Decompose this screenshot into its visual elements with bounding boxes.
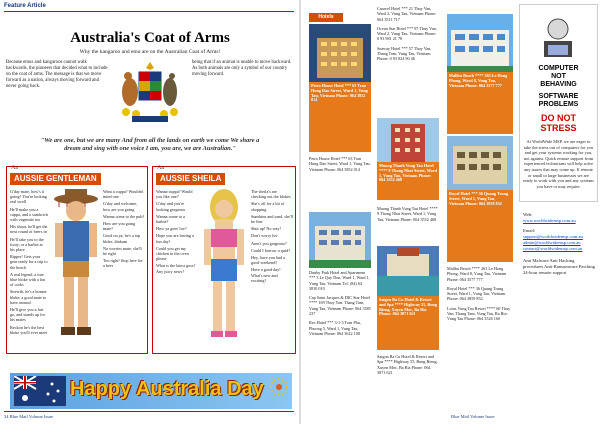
article-word: An	[157, 165, 165, 171]
hotel-entry: Muong Thanh Vung Tau Hotel **** 9 Thong Nhat Street, Ward 1, Vung Tau, Vietnam Phone: 064 3552 468	[377, 206, 438, 222]
hotel-column-2-bottom	[377, 354, 439, 379]
web-label: Web:	[523, 212, 533, 217]
hotel-column-1	[309, 156, 371, 176]
hotel-entry: Royal Hotel *** 36 Quang Trung Street, Ward 1, Vung Tau, Vietnam Phone: 064 3859 852	[447, 285, 506, 302]
hotel-entry: Rex Hotel *** 3-1-3 Tran Phu, Phuong 5, Ward 1, Vung Tau, Vietnam Phone: 064 3612 108	[309, 320, 361, 336]
aussie-gentleman-panel	[6, 166, 148, 354]
promo-heading: Saigon Ba Cu Hotel & Resort and Spa **** Highway 55, Bung Rieng, Xuyen Moc, Ba Ria Phone: 064 3871 621	[379, 297, 437, 317]
hotel-entry: Petro House Hotel *** 63 Tran Hung Dao Street, Ward 1, Vung Tau, Vietnam Phone: 064 3852 014	[309, 156, 371, 172]
hotel-entry: Saigon Ba Cu Hotel & Resort and Spa **** Highway 55, Bung Rieng, Xuyen Moc, Ba Ria Phone: 064 3871 621	[377, 354, 438, 375]
gentleman-phrases-left: G'day mate, how's it going? You're looking real swell He'll make you a cuppa, and a sandwich with vegemite too His shout, he'll get the next round of beers in He'll take you to the footy, or a barbie at his place Ripper! Gets your gear ready for a trip to the beach A real legend, a true blue bloke with a hat of corks Strewth, he's a bonzer bloke, a good mate to have around He'll give you a fair go, and stands up for his mates Reckon he's the best bloke you'll ever meet	[10, 189, 48, 335]
hotel-promo-box-2	[377, 162, 439, 200]
article-word: An	[11, 165, 19, 171]
hotel-entry: Caravel Hotel *** 21 Thuy Van, Ward 2, Vung Tau, Vietnam Phone: 064 3511 717	[377, 6, 437, 22]
promo-heading: Royal Hotel *** 36 Quang Trung Street, Ward 1, Vung Tau, Vietnam Phone: 064 3859 852	[449, 191, 509, 206]
hotel-photo-5	[447, 14, 513, 72]
ad-line-computer: COMPUTER	[538, 65, 579, 72]
footer-rule	[4, 411, 294, 412]
aussie-man-image	[51, 185, 101, 347]
ad-line-not: NOT	[551, 73, 566, 80]
hotel-entry: Dunby Park Hotel and Apartment *** 3 Le Quy Don, Ward 1, Ward 1, Vung Tau, Vietnam Tel: (84) 64 3810 010	[309, 270, 370, 291]
promo-heading: Muong Thanh Vung Tau Hotel **** 9 Thong Nhat Street, Ward 1, Vung Tau, Vietnam Phone: 064 3552 468	[379, 163, 437, 183]
hotel-promo-box-5	[447, 190, 513, 262]
hotel-column-2-top	[377, 6, 439, 66]
australian-flag-icon	[14, 376, 66, 406]
left-footer: 34 Blue Mail Volume Issue	[4, 414, 54, 419]
aussie-woman-image	[199, 185, 249, 347]
hotel-entry: Malibu Beach **** 263 Le Hong Phong, Ward 8, Vung Tau, Vietnam Phone: 064 3577 777	[447, 266, 507, 282]
happy-australia-day-text: Happy Australia Day	[70, 378, 264, 400]
hotels-label: Hotels	[309, 13, 343, 22]
hotel-entry: Ocean Star Hotel *** 97 Thuy Van, Ward 2, Vung Tau, Vietnam Phone: 0 93 981 21 78	[377, 25, 437, 42]
web-link[interactable]: www.worldwidemsp.com.au	[523, 218, 576, 223]
fireworks-icon	[268, 377, 290, 405]
hotel-column-1-list	[309, 270, 371, 340]
ad-line-do-not: DO NOT	[541, 113, 576, 123]
intro-right-text: being that if an animal is unable to move backward. As both animals are only a symbol of our country moving forward.	[192, 60, 292, 77]
sheila-phrases-left: Wanna cuppa? Would you like one? G'day and you're looking gorgeous Wanna come to a barbie? How ya goin' luv? Hope you are having a fun day! Could you get my chicken in the oven please What is the latest goss? Any juicy news?	[156, 189, 196, 274]
intro-left-text: Because emus and kangaroos cannot walk backwards, the pioneers that decided what to include on the coat of arms. The message is that we move forward as a nation, always moving forward and never going back.	[6, 60, 108, 89]
hotel-photo-6	[447, 136, 513, 190]
gentleman-banner: AUSSIE GENTLEMAN	[10, 173, 101, 185]
email-link-3[interactable]: contact@worldwidemsp.com.au	[523, 246, 583, 251]
email-label: Email:	[523, 228, 536, 233]
aussie-sheila-panel	[152, 166, 296, 354]
ad-line-software: SOFTWARE	[538, 93, 579, 100]
ad-body-text: At WorldWide MSP, we are eager to take the stress out of computers for you and get your systems working for you, not against. Quick remote support from experienced technicians will help solve any issues that may come up. If remote or small to large businesses we are ready to work with you and any systems you have or may require.	[523, 139, 594, 189]
ad-line-problems: PROBLEMS	[538, 101, 579, 108]
ad-services-text: Anti Malware Anti Hacking procedures Anti-Ransomware Patching 24-hour remote support	[523, 258, 595, 275]
sheila-banner: AUSSIE SHEILA	[156, 173, 225, 185]
happy-australia-day-banner	[10, 373, 292, 409]
hotel-entry: Lotus Vung Tau Resort **** 60 Thuy Van, Thang Tam, Vung Tau, Ba Ria-Vung Tau Phone: 064 3526 160	[447, 305, 511, 322]
article-title: Australia's Coat of Arms	[70, 30, 230, 46]
ad-line-stress: STRESS	[540, 123, 577, 133]
coat-of-arms-image	[112, 58, 188, 124]
stressed-person-icon	[538, 15, 578, 59]
promo-heading: Petro House Hotel *** 63 Tran Hung Dao Street, Ward 1, Vung Tau, Vietnam Phone: 064 3852 014	[311, 83, 368, 103]
hotel-photo-2	[309, 212, 371, 268]
article-subtitle: Why the kangaroo and emu are on the Australian Coat of Arms!	[79, 49, 221, 55]
promo-heading: Malibu Beach **** 263 Le Hong Phong, Ward 8, Vung Tau, Vietnam Phone: 064 3577 777	[449, 73, 508, 88]
hotel-entry: Cap Saint Jacques & DIC Star Hotel **** 169 Thuy Van, Thang Tam, Vung Tau, Vietnam Phone: 064 3585 237	[309, 295, 371, 317]
gentleman-phrases-right: Want a cuppa? Wouldn't mind one G'day and welcome, how are you going Wanna come to the pub? How are you going mate? Good on ya, he's a top bloke, dinkum No worries mate, she'll be right Too right! Stop here for a beer	[103, 189, 145, 269]
section-label: Feature Article	[4, 3, 46, 9]
anthem-quote: "We are one, but we are many And from all the lands on earth we come We share a dream and sing with one voice I am, you are, we are Australian."	[40, 137, 260, 152]
hotel-column-2-mid	[377, 206, 439, 226]
email-link-1[interactable]: support@worldwidemsp.com.au	[523, 234, 583, 239]
hotel-entry: Seaway Hotel *** 57 Thuy Van, Thang Tam, Vung Tau, Vietnam Phone: 0 93 824 90 46	[377, 45, 432, 62]
hotel-photo-4	[377, 246, 439, 296]
right-page	[301, 0, 600, 424]
hotel-promo-box-4	[447, 72, 513, 134]
sheila-phrases-right: The sheila's are checking out the blokes She's off for a bit of shopping Sunshine and sand, she'll be fine Shut up! No way! Don't worry luv Aren't you gorgeous? Could I borrow a quid? Hey, have you had a good weekend? Have a good day! What's new and exciting?	[251, 189, 293, 283]
hotel-column-3	[447, 266, 513, 326]
top-rule	[4, 11, 294, 12]
hotel-promo-box-3	[377, 296, 439, 350]
hotel-photo-3	[377, 118, 439, 162]
email-link-2[interactable]: admin@worldwidemsp.com.au	[523, 240, 581, 245]
hotel-photo-1	[309, 24, 371, 82]
hotel-promo-box-1	[309, 82, 371, 152]
computer-support-ad	[519, 4, 598, 202]
ad-line-behaving: BEHAVING	[540, 81, 577, 88]
right-footer: Blue Mail Volume Issue	[451, 414, 495, 419]
ad-contact-block	[523, 212, 595, 276]
